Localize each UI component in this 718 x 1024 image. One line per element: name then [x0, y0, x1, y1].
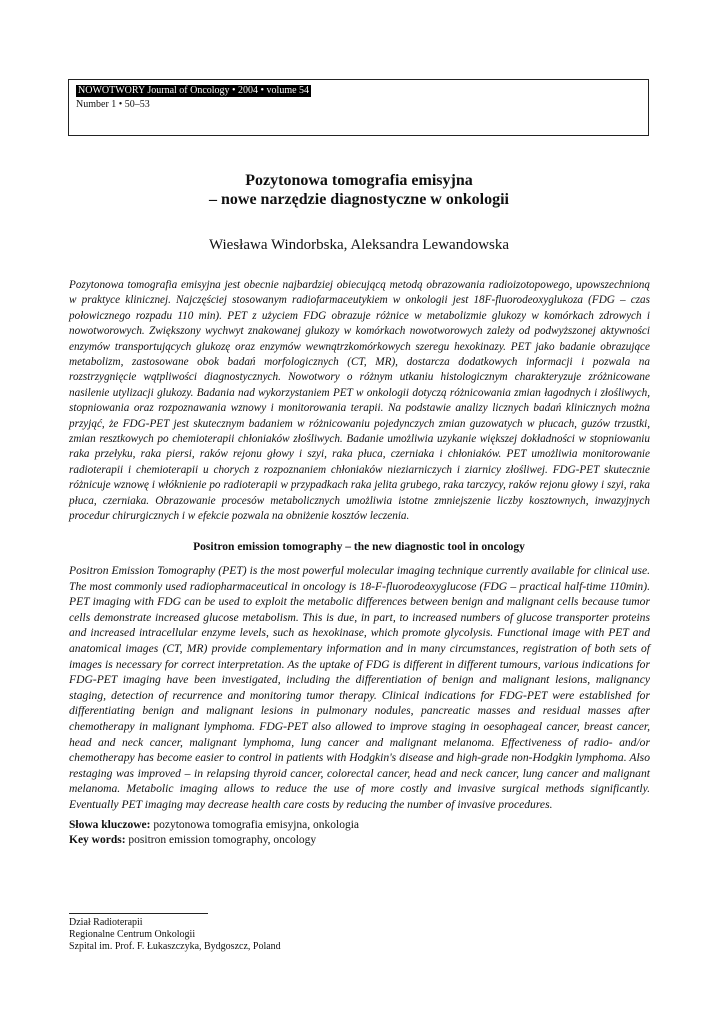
- authors: Wiesława Windorbska, Aleksandra Lewandowska: [208, 237, 510, 253]
- journal-header-box: [68, 79, 649, 136]
- keywords-polish: [69, 818, 359, 832]
- keywords-english-label: Key words:: [69, 834, 126, 846]
- journal-name: NOWOTWORY Journal of Oncology • 2004 • volume 54: [78, 85, 310, 96]
- english-title: Positron emission tomography – the new diagnostic tool in oncology: [193, 541, 525, 553]
- journal-issue: Number 1 • 50–53: [76, 99, 150, 110]
- abstract-english: Positron Emission Tomography (PET) is the most powerful molecular imaging technique currently available for clinical use. The most commonly used radiopharmaceutical in oncology is 18-F-fluorodeoxyglucose (FDG – practical half-time 110min). PET imaging with FDG can be used to exploit the metabolic differences between benign and malignant cells because tumor cells demonstrate increased glucose metabolism. This is due, in part, to increased numbers of glucose transporter proteins and increased intracellular enzyme levels, such as hexokinase, which promote glycolysis. Functional image with PET and anatomical images (CT, MR) provide complementary information and in many circumstances, registration of both sets of images is necessary for correct interpretation. As the uptake of FDG is different in different tumours, various indications for FDG-PET imaging have been investigated, including the differentiation of benign and malignant lesions, malignancy staging, detection of recurrence and monitoring tumor therapy. Clinical indications for FDG-PET were established for differentiating benign and malignant lesions in pulmonary nodules, pancreatic masses and residual masses after chemotherapy in malignant lymphoma. FDG-PET also allowed to improve staging in oesophageal cancer, breast cancer, head and neck cancer, malignant lymphoma, lung cancer and malignant melanoma. Effectiveness of radio- and/or chemotherapy has become easier to control in patients with Hodgkin's disease and high-grade non-Hodgkin lymphoma. Also restaging was improved – in relapsing thyroid cancer, colorectal cancer, head and neck cancer, lung cancer and malignant melanoma. Metabolic imaging allows to reduce the use of more costly and invasive surgical methods significantly. Eventually PET imaging may decrease health care costs by reducing the number of invasive procedures.: [69, 564, 650, 811]
- affiliation-department: Dział Radioterapii: [69, 917, 143, 928]
- footnote-divider: [69, 913, 208, 914]
- paper-title-line2: – nowe narzędzie diagnostyczne w onkologii: [209, 191, 509, 208]
- keywords-polish-label: Słowa kluczowe:: [69, 819, 151, 831]
- abstract-polish: Pozytonowa tomografia emisyjna jest obecnie najbardziej obiecującą metodą obrazowania radioizotopowego, upowszechnioną w praktyce klinicznej. Najczęściej stosowanym radiofarmaceutykiem w onkologii jest 18F-fluorodeoxyglukoza (FDG – czas połowicznego rozpadu 110 min). PET z użyciem FDG obrazuje różnice w metabolizmie glukozy w komórkach zdrowych i nowotworowych. Zwiększony wychwyt znakowanej glukozy w komórkach nowotworowych zależy od podwyższonej aktywności enzymów transportujących glukozę oraz enzymów wewnątrzkomórkowych szeregu hexokinazy. PET jako badanie obrazujące metabolizm, zastosowane obok badań morfologicznych (CT, MR), dostarcza dodatkowych informacji i pozwala na rozstrzygnięcie wątpliwości diagnostycznych. Nowotwory o różnym utkaniu histologicznym charakteryzuje zróżnicowane nasilenie utylizacji glukozy. Badania nad wykorzystaniem PET w onkologii dotyczą różnicowania zmian łagodnych i złośliwych, stopniowania oraz rozpoznawania wznowy i monitorowania terapii. Na podstawie analizy licznych badań klinicznych można przyjąć, że FDG-PET jest skutecznym badaniem w różnicowaniu pojedynczych zmian guzowatych w płucach, guzów trzustki, zmian resztkowych po chemioterapii chłoniaków złośliwych. Badanie umożliwia uzykanie większej dokładności w stopniowaniu raka przełyku, raka piersi, raków rejonu głowy i szyi, raka płuca, czerniaka i chłoniaków. PET umożliwia monitorowanie radioterapii i chemioterapii u chorych z rozpoznaniem chłoniaków nieziarniczych i ziarnicy złośliwej. FDG-PET skutecznie różnicuje wznowę i włóknienie po radioterapii w przypadkach raka jelita grubego, raka tarczycy, raków rejonu głowy i szyi, raka płuca, czerniaka. Obrazowanie procesów metabolicznych umożliwia istotne zmniejszenie liczby kosztownych, inwazyjnych procedur chirurgicznych i w efekcie pozwala na obniżenie kosztów leczenia.: [69, 279, 650, 523]
- affiliation-center: Regionalne Centrum Onkologii: [69, 929, 196, 940]
- keywords-english-text: positron emission tomography, oncology: [125, 834, 317, 846]
- keywords-english: [69, 833, 316, 847]
- paper-title-line1: Pozytonowa tomografia emisyjna: [245, 172, 473, 189]
- keywords-polish-text: pozytonowa tomografia emisyjna, onkologia: [150, 819, 360, 831]
- affiliation-hospital: Szpital im. Prof. F. Łukaszczyka, Bydgoszcz, Poland: [69, 941, 281, 952]
